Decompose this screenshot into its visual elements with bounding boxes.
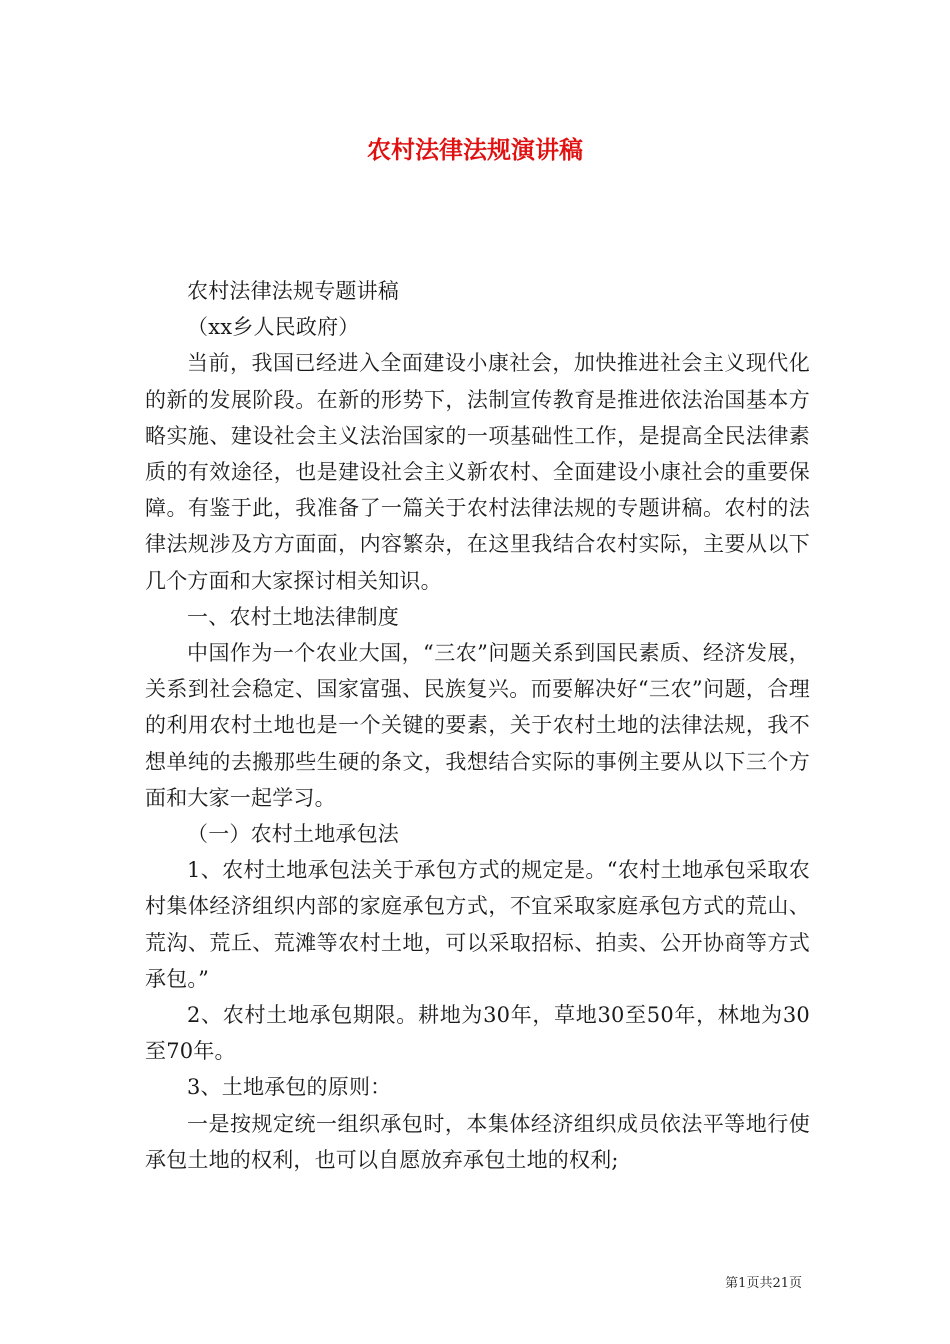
subsection-heading-1: （一）农村土地承包法 xyxy=(187,822,399,847)
paragraph-subtitle: 农村法律法规专题讲稿 xyxy=(187,279,399,303)
list-item-3: 3、土地承包的原则： xyxy=(187,1075,392,1100)
document-title: 农村法律法规演讲稿 xyxy=(367,135,583,164)
paragraph-section-1: 中国作为一个农业大国，“三农”问题关系到国民素质、经济发展，关系到社会稳定、国家富强、民族复兴。而要解决好“三农”问题，合理的利用农村土地也是一个关键的要素，关于农村土地的法律法规，我不想单纯的去搬那些生硬的条文，我想结合实际的事例主要从以下三个方面和大家一起学习。 xyxy=(145,641,810,810)
page-number: 第1页共21页 xyxy=(725,1276,802,1291)
section-heading-1: 一、农村土地法律制度 xyxy=(187,604,399,629)
paragraph-author: （xx乡人民政府） xyxy=(187,315,360,340)
list-item-1: 1、农村土地承包法关于承包方式的规定是。“农村土地承包采取农村集体经济组织内部的家庭承包方式，不宜采取家庭承包方式的荒山、荒沟、荒丘、荒滩等农村土地，可以采取招标、拍卖、公开协商等方式承包。” xyxy=(145,858,810,991)
document-body xyxy=(145,273,810,1178)
paragraph-intro: 当前，我国已经进入全面建设小康社会，加快推进社会主义现代化的新的发展阶段。在新的形势下，法制宣传教育是推进依法治国基本方略实施、建设社会主义法治国家的一项基础性工作，是提高全民法律素质的有效途径，也是建设社会主义新农村、全面建设小康社会的重要保障。有鉴于此，我准备了一篇关于农村法律法规的专题讲稿。农村的法律法规涉及方方面面，内容繁杂，在这里我结合农村实际，主要从以下几个方面和大家探讨相关知识。 xyxy=(145,351,810,593)
paragraph-principle-1: 一是按规定统一组织承包时，本集体经济组织成员依法平等地行使承包土地的权利，也可以自愿放弃承包土地的权利; xyxy=(145,1111,810,1172)
list-item-2: 2、农村土地承包期限。耕地为30年，草地30至50年，林地为30至70年。 xyxy=(145,1003,810,1064)
